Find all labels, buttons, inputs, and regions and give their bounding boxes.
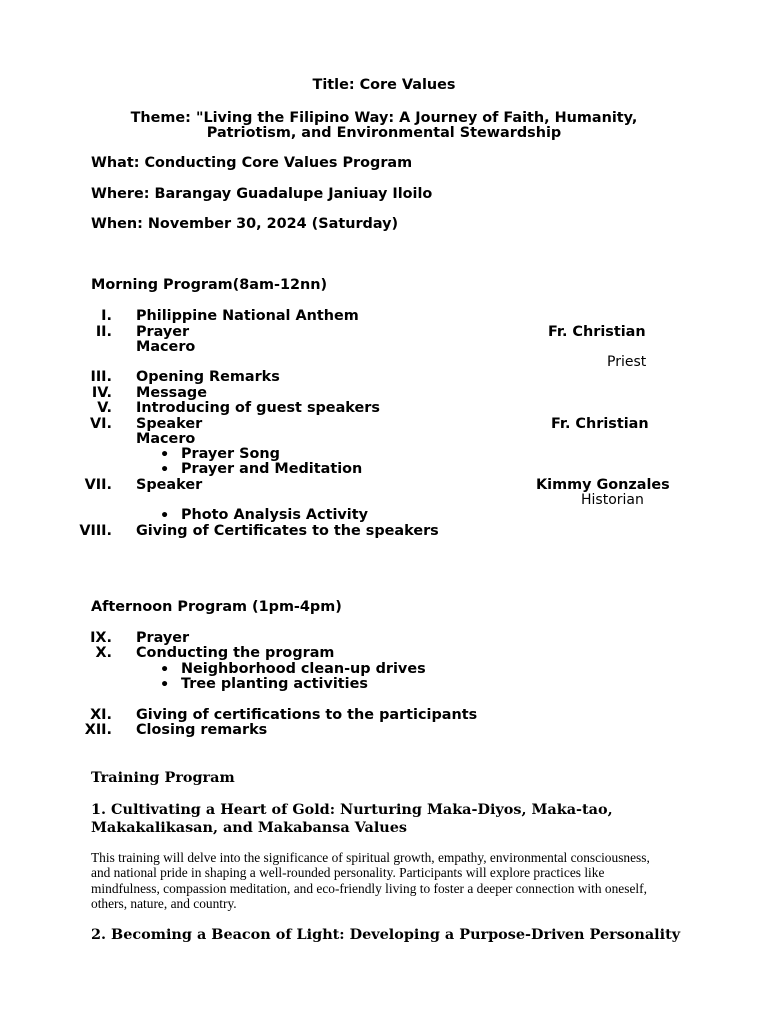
speaker-name-wrap: Macero xyxy=(136,339,196,355)
speaker-name-wrap: Macero xyxy=(136,431,196,447)
training-1-title-line-2: Makakalikasan, and Makabansa Values xyxy=(91,819,408,836)
speaker-name: Fr. Christian xyxy=(551,416,649,432)
item-number: XI. xyxy=(90,707,112,723)
item-text: Prayer xyxy=(136,324,190,340)
item-number: X. xyxy=(95,645,112,661)
speaker-role: Priest xyxy=(607,354,647,370)
item-number: IX. xyxy=(90,630,112,646)
theme-line-2: Patriotism, and Environmental Stewardship xyxy=(206,125,562,141)
item-text: Prayer xyxy=(136,630,190,646)
afternoon-heading: Afternoon Program (1pm-4pm) xyxy=(91,599,342,615)
item-text: Message xyxy=(136,385,207,401)
speaker-name: Kimmy Gonzales xyxy=(536,477,670,493)
item-number: VII. xyxy=(84,477,112,493)
item-text: Conducting the program xyxy=(136,645,335,661)
sub-item: Photo Analysis Activity xyxy=(181,507,368,523)
training-heading: Training Program xyxy=(91,769,235,786)
sub-item: Prayer Song xyxy=(181,446,280,462)
item-number: III. xyxy=(90,369,112,385)
training-1-description: This training will delve into the significance of spiritual growth, empathy, environmental consciousness, and national pride in shaping a well-rounded personality. Participants will explore practices like mindfulness, compassion meditation, and eco-friendly living to foster a deeper connection with oneself, others, nature, and country. xyxy=(91,850,650,911)
sub-item: Prayer and Meditation xyxy=(181,461,363,477)
item-text: Giving of Certificates to the speakers xyxy=(136,523,439,539)
item-number: VI. xyxy=(90,416,112,432)
what-line: What: Conducting Core Values Program xyxy=(91,155,413,171)
sub-item: Neighborhood clean-up drives xyxy=(181,661,426,677)
item-text: Closing remarks xyxy=(136,722,268,738)
speaker-name: Fr. Christian xyxy=(548,324,646,340)
item-number: V. xyxy=(97,400,112,416)
item-number: II. xyxy=(95,324,112,340)
sub-item: Tree planting activities xyxy=(181,676,368,692)
theme-line-1: Theme: "Living the Filipino Way: A Journey of Faith, Humanity, xyxy=(130,110,638,126)
item-number: XII. xyxy=(84,722,112,738)
where-line: Where: Barangay Guadalupe Janiuay Iloilo xyxy=(91,186,433,202)
bullet-icon: • xyxy=(160,447,170,463)
bullet-icon: • xyxy=(160,462,170,478)
item-text: Speaker xyxy=(136,477,203,493)
item-number: I. xyxy=(101,308,112,324)
item-text: Opening Remarks xyxy=(136,369,280,385)
training-2-title: 2. Becoming a Beacon of Light: Developing a Purpose-Driven Personality xyxy=(91,926,681,943)
item-number: IV. xyxy=(91,385,112,401)
bullet-icon: • xyxy=(160,508,170,524)
bullet-icon: • xyxy=(160,662,170,678)
when-line: When: November 30, 2024 (Saturday) xyxy=(91,216,399,232)
item-text: Speaker xyxy=(136,416,203,432)
bullet-icon: • xyxy=(160,677,170,693)
item-text: Philippine National Anthem xyxy=(136,308,359,324)
morning-heading: Morning Program(8am-12nn) xyxy=(91,277,328,293)
speaker-role: Historian xyxy=(581,492,644,508)
item-text: Giving of certifications to the participants xyxy=(136,707,478,723)
item-number: VIII. xyxy=(79,523,112,539)
training-1-title-line-1: 1. Cultivating a Heart of Gold: Nurturing Maka-Diyos, Maka-tao, xyxy=(91,801,613,818)
item-text: Introducing of guest speakers xyxy=(136,400,380,416)
document-title: Title: Core Values xyxy=(312,77,456,93)
